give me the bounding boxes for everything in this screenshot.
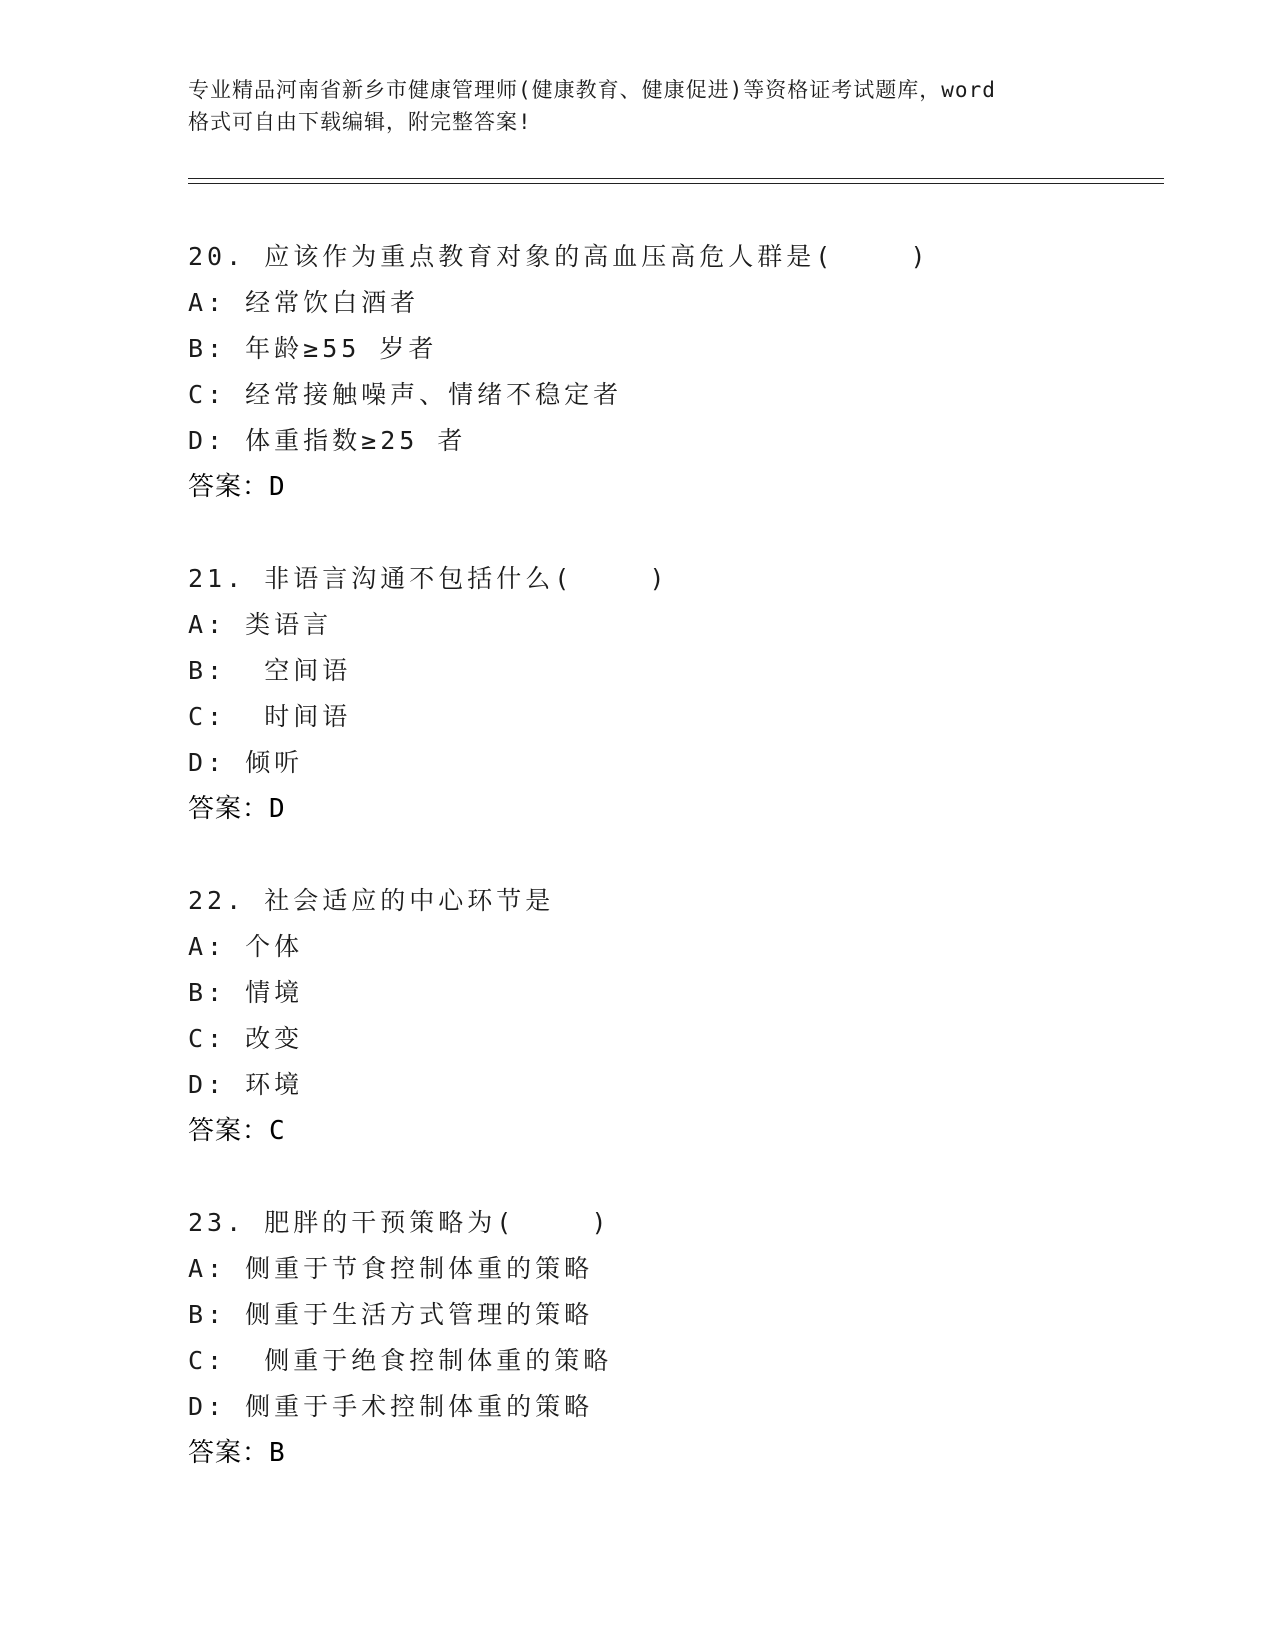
header-line-2: 格式可自由下载编辑，附完整答案! <box>188 110 532 134</box>
question-21 <box>188 556 1148 832</box>
option-d: D: 环境 <box>188 1070 304 1099</box>
option-c: C: 经常接触噪声、情绪不稳定者 <box>188 380 623 409</box>
question-stem: 20. 应该作为重点教育对象的高血压高危人群是( ) <box>188 242 930 271</box>
header-line-1: 专业精品河南省新乡市健康管理师(健康教育、健康促进)等资格证考试题库，word <box>188 78 996 102</box>
answer-label: 答案： <box>188 472 270 502</box>
option-d: D: 倾听 <box>188 748 304 777</box>
option-d: D: 侧重于手术控制体重的策略 <box>188 1392 594 1421</box>
option-b: B: 情境 <box>188 978 304 1007</box>
option-b: B: 空间语 <box>188 656 352 685</box>
option-a: A: 经常饮白酒者 <box>188 288 420 317</box>
answer-label: 答案： <box>188 794 270 824</box>
answer-value: D <box>269 472 286 502</box>
question-20 <box>188 234 1148 510</box>
question-stem: 23. 肥胖的干预策略为( ) <box>188 1208 611 1237</box>
option-b: B: 侧重于生活方式管理的策略 <box>188 1300 594 1329</box>
option-d: D: 体重指数≥25 者 <box>188 426 467 455</box>
option-c: C: 侧重于绝食控制体重的策略 <box>188 1346 613 1375</box>
answer-value: B <box>269 1438 286 1468</box>
answer-line <box>188 1430 1148 1476</box>
question-22 <box>188 878 1148 1154</box>
answer-line <box>188 786 1148 832</box>
answer-value: C <box>269 1116 286 1146</box>
option-a: A: 个体 <box>188 932 304 961</box>
header-divider-top <box>188 178 1164 179</box>
option-a: A: 侧重于节食控制体重的策略 <box>188 1254 594 1283</box>
option-a: A: 类语言 <box>188 610 333 639</box>
document-header <box>188 74 1088 138</box>
option-b: B: 年龄≥55 岁者 <box>188 334 438 363</box>
question-23 <box>188 1200 1148 1476</box>
question-stem: 22. 社会适应的中心环节是 <box>188 886 555 915</box>
answer-line <box>188 1108 1148 1154</box>
question-stem: 21. 非语言沟通不包括什么( ) <box>188 564 669 593</box>
answer-label: 答案： <box>188 1116 270 1146</box>
option-c: C: 改变 <box>188 1024 304 1053</box>
answer-value: D <box>269 794 286 824</box>
answer-line <box>188 464 1148 510</box>
header-divider-bottom <box>188 183 1164 184</box>
option-c: C: 时间语 <box>188 702 352 731</box>
answer-label: 答案： <box>188 1438 270 1468</box>
